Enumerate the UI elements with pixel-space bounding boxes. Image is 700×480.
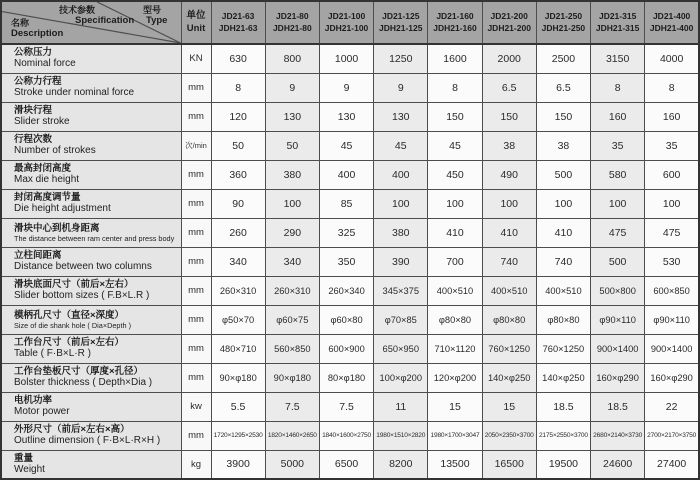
value-cell: 260 (211, 218, 265, 247)
value-cell: 6.5 (482, 73, 536, 102)
value-cell: 100 (374, 189, 428, 218)
value-cell: 475 (591, 218, 645, 247)
value-cell: 6500 (319, 450, 373, 479)
table-body (1, 44, 699, 479)
value-cell: 360 (211, 160, 265, 189)
value-cell: 22 (645, 392, 699, 421)
row-label (1, 189, 181, 218)
value-cell: 4000 (645, 44, 699, 73)
unit-header-en: Unit (186, 22, 206, 34)
description-label (11, 19, 63, 39)
row-label-cn: 滑块行程 (14, 105, 53, 116)
value-cell: 100 (265, 189, 319, 218)
value-cell: 500×800 (591, 276, 645, 305)
unit-value: mm (188, 169, 204, 180)
unit-value: mm (188, 343, 204, 354)
row-label-en: Table ( F·B×L·R ) (14, 348, 91, 359)
model-name-line2: JDH21-160 (433, 22, 477, 33)
value-cell: 400×510 (536, 276, 590, 305)
unit-cell (181, 392, 211, 421)
value-cell: 400×510 (428, 276, 482, 305)
value-cell: 9 (319, 73, 373, 102)
model-name-line2: JDH21-125 (379, 22, 423, 33)
value-cell: 15 (428, 392, 482, 421)
unit-cell (181, 73, 211, 102)
unit-cell (181, 160, 211, 189)
value-cell: 2000 (482, 44, 536, 73)
value-cell: 90×φ180 (265, 363, 319, 392)
row-label (1, 334, 181, 363)
value-cell: 290 (265, 218, 319, 247)
value-cell: 100 (591, 189, 645, 218)
unit-cell (181, 305, 211, 334)
value-cell: 50 (265, 131, 319, 160)
row-label-cn: 重量 (14, 452, 34, 464)
value-cell: 150 (482, 102, 536, 131)
unit-cell (181, 247, 211, 276)
table-row (1, 131, 699, 160)
unit-value: mm (188, 82, 204, 93)
value-cell: 8 (428, 73, 482, 102)
value-cell: 390 (374, 247, 428, 276)
row-label-en: Stroke under nominal force (14, 87, 135, 98)
value-cell: 600×850 (645, 276, 699, 305)
value-cell: 900×1400 (645, 334, 699, 363)
value-cell: 340 (265, 247, 319, 276)
row-label (1, 305, 181, 334)
row-label-cn: 滑块中心到机身距离 (14, 222, 100, 234)
row-label (1, 131, 181, 160)
value-cell: 410 (536, 218, 590, 247)
value-cell: 16500 (482, 450, 536, 479)
model-name-line2: JDH21-100 (324, 22, 369, 33)
table-row (1, 73, 699, 102)
value-cell: 2700×2170×3750 (645, 421, 699, 450)
value-cell: 600×900 (319, 334, 373, 363)
row-label-cn: 工作台垫板尺寸（厚度×孔径） (14, 366, 144, 377)
table-row (1, 450, 699, 479)
value-cell: 3900 (211, 450, 265, 479)
model-name-line2: JDH21-315 (595, 22, 640, 33)
value-cell: 260×310 (265, 276, 319, 305)
description-label-en: Description (11, 27, 64, 39)
value-cell: 7.5 (319, 392, 373, 421)
value-cell: 100 (536, 189, 590, 218)
row-label-en: Size of die shank hole ( Dia×Depth ) (14, 320, 132, 330)
unit-value: mm (188, 430, 204, 441)
value-cell: 80×φ180 (319, 363, 373, 392)
value-cell: 130 (319, 102, 373, 131)
value-cell: 600 (645, 160, 699, 189)
model-name-line1: JD21-200 (490, 11, 528, 22)
model-name-line2: JDH21-200 (487, 22, 531, 33)
row-label-en: Number of strokes (14, 145, 96, 156)
value-cell: 18.5 (536, 392, 590, 421)
table-row (1, 334, 699, 363)
row-label (1, 421, 181, 450)
value-cell: φ90×110 (645, 305, 699, 334)
value-cell: 160×φ290 (591, 363, 645, 392)
corner-cell (1, 1, 181, 44)
value-cell: 400 (374, 160, 428, 189)
value-cell: 350 (319, 247, 373, 276)
model-header-5 (428, 1, 482, 44)
value-cell: 8200 (374, 450, 428, 479)
value-cell: 2050×2350×3700 (482, 421, 536, 450)
value-cell: 1980×1510×2820 (374, 421, 428, 450)
model-name-line1: JD21-160 (436, 11, 474, 22)
row-label (1, 160, 181, 189)
value-cell: 9 (374, 73, 428, 102)
value-cell: 740 (482, 247, 536, 276)
model-name-line2: JDH21-250 (541, 22, 586, 33)
value-cell: 45 (374, 131, 428, 160)
value-cell: φ80×80 (536, 305, 590, 334)
value-cell: 1600 (428, 44, 482, 73)
model-header-8 (591, 1, 645, 44)
value-cell: 130 (374, 102, 428, 131)
value-cell: 710×1120 (428, 334, 482, 363)
row-label-cn: 行程次数 (14, 134, 53, 145)
row-label-en: Weight (14, 463, 45, 475)
value-cell: 8 (645, 73, 699, 102)
row-label-cn: 模柄孔尺寸（直径×深度） (14, 309, 125, 321)
unit-value: 次/min (185, 141, 207, 150)
value-cell: 100×φ200 (374, 363, 428, 392)
value-cell: 410 (428, 218, 482, 247)
row-label-en: Bolster thickness ( Depth×Dia ) (14, 377, 153, 388)
value-cell: 450 (428, 160, 482, 189)
value-cell: 700 (428, 247, 482, 276)
value-cell: 260×310 (211, 276, 265, 305)
row-label (1, 247, 181, 276)
value-cell: 8 (211, 73, 265, 102)
value-cell: 100 (482, 189, 536, 218)
table-row (1, 305, 699, 334)
value-cell: 580 (591, 160, 645, 189)
value-cell: 24600 (591, 450, 645, 479)
unit-value: KN (189, 53, 203, 65)
value-cell: 345×375 (374, 276, 428, 305)
value-cell: 760×1250 (482, 334, 536, 363)
unit-cell (181, 363, 211, 392)
unit-cell (181, 44, 211, 73)
value-cell: 1820×1460×2650 (265, 421, 319, 450)
unit-cell (181, 334, 211, 363)
unit-value: mm (188, 256, 204, 267)
spec-label-cn: 技术参数 (59, 5, 96, 15)
table-row (1, 247, 699, 276)
model-name-line1: JD21-80 (276, 11, 309, 22)
value-cell: φ60×80 (319, 305, 373, 334)
row-label (1, 73, 181, 102)
unit-value: mm (188, 314, 204, 325)
value-cell: 480×710 (211, 334, 265, 363)
unit-value: kg (190, 458, 202, 470)
type-label-cn: 型号 (143, 5, 162, 15)
value-cell: 160 (591, 102, 645, 131)
value-cell: 120×φ200 (428, 363, 482, 392)
row-label-cn: 工作台尺寸（前后×左右） (14, 337, 125, 348)
value-cell: 100 (645, 189, 699, 218)
model-header-9 (645, 1, 699, 44)
row-label-cn: 滑块底面尺寸（前后×左右） (14, 279, 134, 290)
value-cell: 18.5 (591, 392, 645, 421)
value-cell: 38 (482, 131, 536, 160)
value-cell: 400×510 (482, 276, 536, 305)
row-label-cn: 公称压力 (14, 47, 53, 59)
value-cell: φ80×80 (482, 305, 536, 334)
value-cell: 90×φ180 (211, 363, 265, 392)
table-header (1, 1, 699, 44)
type-label (143, 6, 167, 26)
value-cell: 380 (374, 218, 428, 247)
value-cell: 2680×2140×3730 (591, 421, 645, 450)
value-cell: 11 (374, 392, 428, 421)
model-header-6 (482, 1, 536, 44)
row-label (1, 450, 181, 479)
value-cell: 1720×1295×2530 (211, 421, 265, 450)
unit-value: mm (188, 372, 204, 383)
model-header-7 (536, 1, 590, 44)
value-cell: 19500 (536, 450, 590, 479)
spec-label (59, 6, 134, 26)
unit-cell (181, 421, 211, 450)
table-row (1, 44, 699, 73)
value-cell: 1840×1600×2750 (319, 421, 373, 450)
unit-value: mm (188, 227, 204, 238)
value-cell: 140×φ250 (536, 363, 590, 392)
unit-cell (181, 131, 211, 160)
row-label-cn: 立柱间距离 (14, 250, 62, 261)
row-label-en: Outline dimension ( F·B×L·R×H ) (14, 435, 161, 446)
value-cell: φ70×85 (374, 305, 428, 334)
value-cell: 380 (265, 160, 319, 189)
unit-cell (181, 102, 211, 131)
value-cell: 150 (536, 102, 590, 131)
value-cell: 85 (319, 189, 373, 218)
row-label (1, 102, 181, 131)
row-label-cn: 最高封闭高度 (14, 163, 72, 174)
model-name-line1: JD21-100 (327, 11, 366, 22)
unit-value: mm (188, 111, 204, 122)
value-cell: 2500 (536, 44, 590, 73)
description-label-cn: 名称 (11, 18, 30, 28)
row-label (1, 363, 181, 392)
value-cell: 50 (211, 131, 265, 160)
unit-cell (181, 189, 211, 218)
value-cell: 650×950 (374, 334, 428, 363)
header-row (1, 1, 699, 44)
row-label-cn: 公称力行程 (14, 76, 62, 87)
model-name-line1: JD21-125 (382, 11, 420, 22)
unit-cell (181, 450, 211, 479)
row-label-cn: 外形尺寸（前后×左右×高） (14, 424, 130, 435)
value-cell: 2175×2550×3700 (536, 421, 590, 450)
value-cell: 7.5 (265, 392, 319, 421)
spec-label-en: Specification (75, 14, 135, 26)
value-cell: 9 (265, 73, 319, 102)
value-cell: 5.5 (211, 392, 265, 421)
unit-value: kw (190, 401, 202, 412)
value-cell: φ50×70 (211, 305, 265, 334)
model-name-line1: JD21-63 (221, 11, 255, 22)
value-cell: 630 (211, 44, 265, 73)
row-label-cn: 电机功率 (14, 395, 53, 406)
table-row (1, 102, 699, 131)
model-name-line1: JD21-315 (598, 11, 637, 22)
row-label-cn: 封闭高度调节量 (14, 192, 81, 203)
unit-value: mm (188, 285, 204, 296)
model-header-4 (374, 1, 428, 44)
value-cell: 1980×1700×3047 (428, 421, 482, 450)
value-cell: 1000 (319, 44, 373, 73)
value-cell: 340 (211, 247, 265, 276)
value-cell: 260×340 (319, 276, 373, 305)
row-label-en: Motor power (14, 406, 70, 417)
value-cell: 160×φ290 (645, 363, 699, 392)
row-label-en: Distance between two columns (14, 261, 152, 272)
value-cell: 800 (265, 44, 319, 73)
value-cell: 140×φ250 (482, 363, 536, 392)
value-cell: 475 (645, 218, 699, 247)
value-cell: 530 (645, 247, 699, 276)
model-name-line2: JDH21-400 (649, 22, 694, 33)
table-row (1, 276, 699, 305)
unit-header (181, 1, 211, 44)
value-cell: 35 (645, 131, 699, 160)
row-label-en: Slider bottom sizes ( F.B×L.R ) (14, 290, 150, 301)
value-cell: 900×1400 (591, 334, 645, 363)
row-label (1, 218, 181, 247)
model-header-2 (265, 1, 319, 44)
row-label (1, 392, 181, 421)
value-cell: 490 (482, 160, 536, 189)
value-cell: 500 (536, 160, 590, 189)
table-row (1, 363, 699, 392)
row-label-en: Max die height (14, 174, 80, 185)
value-cell: φ80×80 (428, 305, 482, 334)
value-cell: 130 (265, 102, 319, 131)
value-cell: 740 (536, 247, 590, 276)
unit-header-cn: 单位 (186, 10, 206, 22)
row-label-en: The distance between ram center and press body (14, 233, 175, 243)
table-row (1, 160, 699, 189)
value-cell: 45 (319, 131, 373, 160)
row-label-en: Nominal force (14, 58, 76, 70)
model-header-3 (319, 1, 373, 44)
row-label (1, 44, 181, 73)
value-cell: 1250 (374, 44, 428, 73)
value-cell: 8 (591, 73, 645, 102)
value-cell: 15 (482, 392, 536, 421)
value-cell: 400 (319, 160, 373, 189)
row-label-en: Die height adjustment (14, 203, 111, 214)
value-cell: 325 (319, 218, 373, 247)
value-cell: 5000 (265, 450, 319, 479)
value-cell: 150 (428, 102, 482, 131)
value-cell: 27400 (645, 450, 699, 479)
value-cell: 410 (482, 218, 536, 247)
unit-value: mm (188, 198, 204, 209)
model-name-line1: JD21-250 (544, 11, 583, 22)
model-name-line2: JDH21-80 (272, 22, 312, 33)
row-label-en: Slider stroke (14, 116, 70, 127)
unit-cell (181, 276, 211, 305)
value-cell: 13500 (428, 450, 482, 479)
value-cell: 3150 (591, 44, 645, 73)
value-cell: 38 (536, 131, 590, 160)
table-row (1, 218, 699, 247)
value-cell: 6.5 (536, 73, 590, 102)
value-cell: 35 (591, 131, 645, 160)
value-cell: 100 (428, 189, 482, 218)
value-cell: φ60×75 (265, 305, 319, 334)
value-cell: φ90×110 (591, 305, 645, 334)
model-header-1 (211, 1, 265, 44)
type-label-en: Type (146, 14, 168, 26)
table-row (1, 392, 699, 421)
value-cell: 120 (211, 102, 265, 131)
model-name-line2: JDH21-63 (218, 22, 258, 33)
value-cell: 160 (645, 102, 699, 131)
value-cell: 45 (428, 131, 482, 160)
value-cell: 760×1250 (536, 334, 590, 363)
table-row (1, 189, 699, 218)
table-row (1, 421, 699, 450)
value-cell: 90 (211, 189, 265, 218)
model-name-line1: JD21-400 (652, 11, 691, 22)
value-cell: 560×850 (265, 334, 319, 363)
value-cell: 500 (591, 247, 645, 276)
unit-cell (181, 218, 211, 247)
row-label (1, 276, 181, 305)
